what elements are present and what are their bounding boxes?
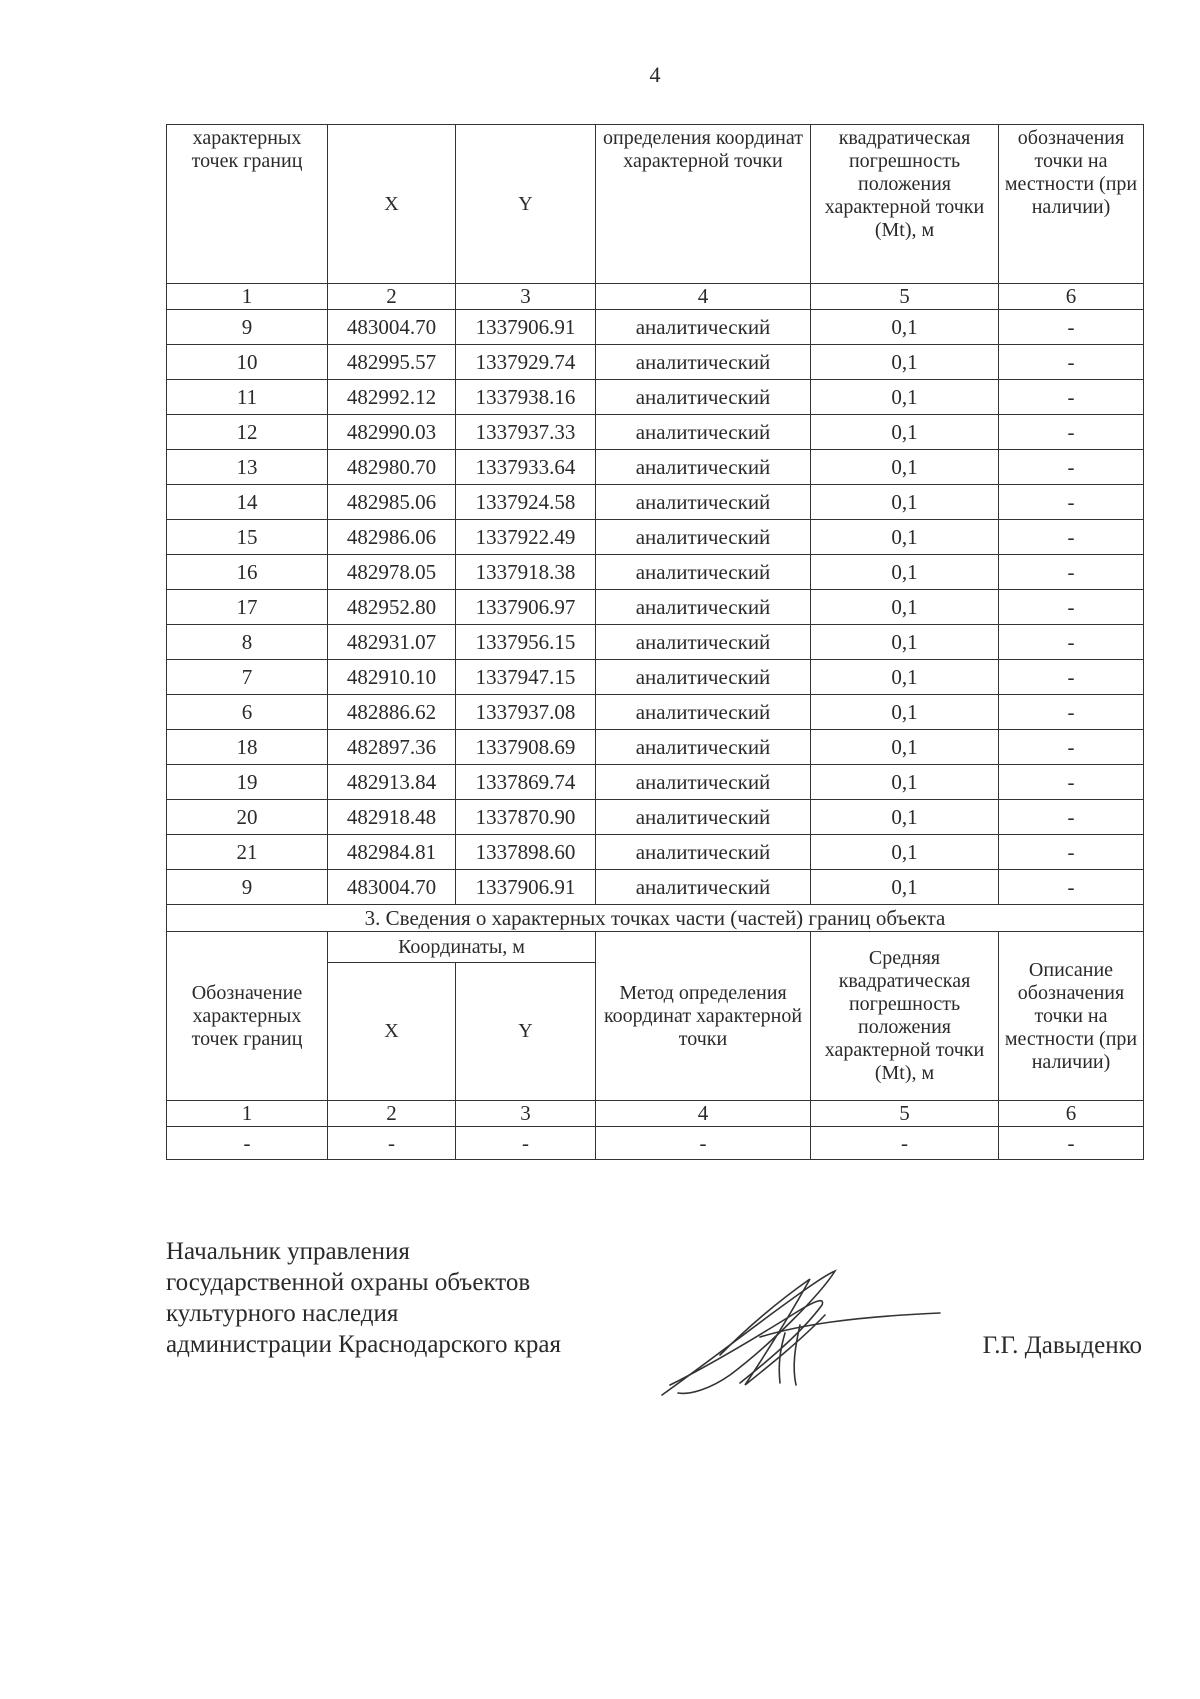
y-coordinate: 1337906.91 (456, 310, 596, 345)
empty-cell: - (596, 1127, 811, 1160)
x-coordinate: 482992.12 (328, 380, 456, 415)
point-number: 9 (167, 310, 328, 345)
method: аналитический (596, 555, 811, 590)
empty-cell: - (811, 1127, 999, 1160)
x-coordinate: 482980.70 (328, 450, 456, 485)
section-3-title-row (167, 905, 1144, 932)
error: 0,1 (811, 485, 999, 520)
column-number: 1 (167, 1101, 328, 1127)
x-coordinate: 482952.80 (328, 590, 456, 625)
column-number: 5 (811, 284, 999, 310)
empty-cell: - (456, 1127, 596, 1160)
error: 0,1 (811, 800, 999, 835)
y-coordinate: 1337938.16 (456, 380, 596, 415)
error: 0,1 (811, 310, 999, 345)
error: 0,1 (811, 345, 999, 380)
table-row (167, 870, 1144, 905)
column-number-row (167, 284, 1144, 310)
description: - (999, 450, 1144, 485)
description: - (999, 345, 1144, 380)
table-row (167, 660, 1144, 695)
x-coordinate: 482913.84 (328, 765, 456, 800)
error: 0,1 (811, 695, 999, 730)
y-coordinate: 1337947.15 (456, 660, 596, 695)
point-number: 16 (167, 555, 328, 590)
page-number: 4 (649, 62, 661, 87)
description: - (999, 660, 1144, 695)
y-coordinate: 1337956.15 (456, 625, 596, 660)
description: - (999, 695, 1144, 730)
position-line: Начальник управления (166, 1238, 410, 1265)
column-number: 3 (456, 1101, 596, 1127)
point-number: 9 (167, 870, 328, 905)
error: 0,1 (811, 660, 999, 695)
point-number: 19 (167, 765, 328, 800)
error: 0,1 (811, 625, 999, 660)
point-number: 20 (167, 800, 328, 835)
point-number: 13 (167, 450, 328, 485)
description: - (999, 555, 1144, 590)
description: - (999, 590, 1144, 625)
x-coordinate: 482985.06 (328, 485, 456, 520)
y-coordinate: 1337933.64 (456, 450, 596, 485)
error: 0,1 (811, 835, 999, 870)
column-number: 4 (596, 284, 811, 310)
method: аналитический (596, 660, 811, 695)
table-row (167, 450, 1144, 485)
table-row (167, 310, 1144, 345)
table-row (167, 625, 1144, 660)
table-row (167, 800, 1144, 835)
table-row (167, 695, 1144, 730)
description: - (999, 310, 1144, 345)
description: - (999, 765, 1144, 800)
table-header-row (167, 125, 1144, 284)
y-coordinate: 1337937.08 (456, 695, 596, 730)
error: 0,1 (811, 870, 999, 905)
header-coordinates: Координаты, м (328, 932, 596, 963)
description: - (999, 520, 1144, 555)
point-number: 12 (167, 415, 328, 450)
method: аналитический (596, 450, 811, 485)
error: 0,1 (811, 415, 999, 450)
y-coordinate: 1337929.74 (456, 345, 596, 380)
header-x: X (328, 125, 456, 284)
method: аналитический (596, 835, 811, 870)
column-number-row (167, 1101, 1144, 1127)
description: - (999, 625, 1144, 660)
header-method: определения координат характерной точки (596, 125, 811, 284)
error: 0,1 (811, 520, 999, 555)
point-number: 18 (167, 730, 328, 765)
method: аналитический (596, 625, 811, 660)
description: - (999, 800, 1144, 835)
error: 0,1 (811, 555, 999, 590)
y-coordinate: 1337924.58 (456, 485, 596, 520)
description: - (999, 730, 1144, 765)
error: 0,1 (811, 730, 999, 765)
y-coordinate: 1337906.91 (456, 870, 596, 905)
description: - (999, 415, 1144, 450)
point-number: 6 (167, 695, 328, 730)
point-number: 15 (167, 520, 328, 555)
position-line: культурного наследия (166, 1300, 399, 1327)
header-point-designation: характерных точек границ (167, 125, 328, 284)
column-number: 3 (456, 284, 596, 310)
section-3-title: 3. Сведения о характерных точках части (частей) границ объекта (167, 905, 1144, 932)
handwritten-signature (650, 1255, 950, 1405)
empty-row (167, 1127, 1144, 1160)
y-coordinate: 1337906.97 (456, 590, 596, 625)
position-line: администрации Краснодарского края (166, 1331, 562, 1358)
x-coordinate: 482986.06 (328, 520, 456, 555)
x-coordinate: 482910.10 (328, 660, 456, 695)
y-coordinate: 1337869.74 (456, 765, 596, 800)
table-row (167, 555, 1144, 590)
y-coordinate: 1337908.69 (456, 730, 596, 765)
x-coordinate: 482995.57 (328, 345, 456, 380)
point-number: 7 (167, 660, 328, 695)
position-line: государственной охраны объектов (166, 1269, 531, 1296)
table-row (167, 380, 1144, 415)
table-row (167, 485, 1144, 520)
header-error: квадратическая погрешность положения характерной точки (Mt), м (811, 125, 999, 284)
x-coordinate: 482984.81 (328, 835, 456, 870)
x-coordinate: 483004.70 (328, 870, 456, 905)
point-number: 21 (167, 835, 328, 870)
header-y: Y (456, 963, 596, 1101)
section-3-header-row (167, 932, 1144, 963)
method: аналитический (596, 380, 811, 415)
description: - (999, 870, 1144, 905)
signatory-position (166, 1236, 646, 1360)
signatory-name: Г.Г. Давыденко (982, 1332, 1142, 1359)
table-row (167, 835, 1144, 870)
method: аналитический (596, 415, 811, 450)
description: - (999, 380, 1144, 415)
table-row (167, 730, 1144, 765)
point-number: 17 (167, 590, 328, 625)
x-coordinate: 482978.05 (328, 555, 456, 590)
header-description: Описание обозначения точки на местности (при наличии) (999, 932, 1144, 1101)
method: аналитический (596, 485, 811, 520)
table-row (167, 590, 1144, 625)
error: 0,1 (811, 450, 999, 485)
method: аналитический (596, 310, 811, 345)
error: 0,1 (811, 765, 999, 800)
description: - (999, 835, 1144, 870)
point-number: 10 (167, 345, 328, 380)
header-method: Метод определения координат характерной точки (596, 932, 811, 1101)
empty-cell: - (999, 1127, 1144, 1160)
table-row (167, 415, 1144, 450)
x-coordinate: 482897.36 (328, 730, 456, 765)
header-description: обозначения точки на местности (при наличии) (999, 125, 1144, 284)
y-coordinate: 1337898.60 (456, 835, 596, 870)
y-coordinate: 1337937.33 (456, 415, 596, 450)
table-row (167, 345, 1144, 380)
description: - (999, 485, 1144, 520)
column-number: 5 (811, 1101, 999, 1127)
y-coordinate: 1337922.49 (456, 520, 596, 555)
x-coordinate: 482990.03 (328, 415, 456, 450)
table-row (167, 765, 1144, 800)
method: аналитический (596, 800, 811, 835)
y-coordinate: 1337870.90 (456, 800, 596, 835)
method: аналитический (596, 520, 811, 555)
empty-cell: - (167, 1127, 328, 1160)
y-coordinate: 1337918.38 (456, 555, 596, 590)
coordinates-table (166, 124, 1144, 1160)
method: аналитический (596, 870, 811, 905)
column-number: 1 (167, 284, 328, 310)
header-x: X (328, 963, 456, 1101)
header-y: Y (456, 125, 596, 284)
empty-cell: - (328, 1127, 456, 1160)
method: аналитический (596, 765, 811, 800)
column-number: 2 (328, 284, 456, 310)
x-coordinate: 482886.62 (328, 695, 456, 730)
point-number: 14 (167, 485, 328, 520)
method: аналитический (596, 345, 811, 380)
point-number: 8 (167, 625, 328, 660)
x-coordinate: 483004.70 (328, 310, 456, 345)
error: 0,1 (811, 590, 999, 625)
column-number: 6 (999, 284, 1144, 310)
header-error: Средняя квадратическая погрешность положения характерной точки (Mt), м (811, 932, 999, 1101)
method: аналитический (596, 730, 811, 765)
table-row (167, 520, 1144, 555)
column-number: 6 (999, 1101, 1144, 1127)
column-number: 4 (596, 1101, 811, 1127)
point-number: 11 (167, 380, 328, 415)
x-coordinate: 482931.07 (328, 625, 456, 660)
error: 0,1 (811, 380, 999, 415)
method: аналитический (596, 590, 811, 625)
column-number: 2 (328, 1101, 456, 1127)
x-coordinate: 482918.48 (328, 800, 456, 835)
header-point-designation: Обозначение характерных точек границ (167, 932, 328, 1101)
method: аналитический (596, 695, 811, 730)
